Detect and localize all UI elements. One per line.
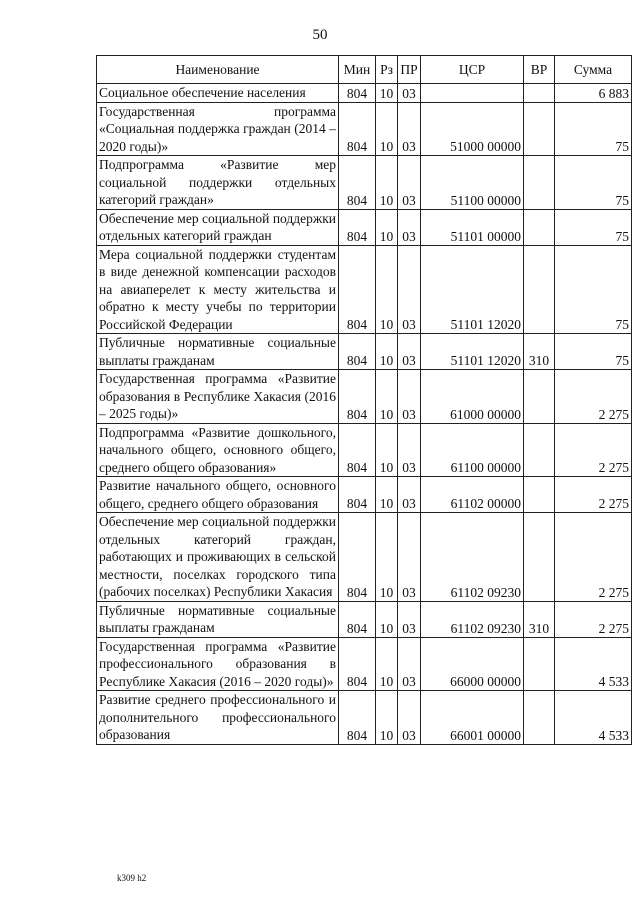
cell-vr [524, 156, 555, 210]
cell-name: Социальное обеспечение населения [97, 84, 339, 103]
cell-name: Мера социальной поддержки студентам в виде денежной компенсации расходов на авиаперелет к месту жительства и обратно к месту учебы по территории Российской Федерации [97, 245, 339, 334]
table-row [97, 245, 632, 334]
cell-csr: 51100 00000 [421, 156, 524, 210]
cell-sum: 6 883 [555, 84, 632, 103]
cell-pr: 03 [398, 245, 421, 334]
cell-vr [524, 691, 555, 745]
cell-pr: 03 [398, 601, 421, 637]
table-row [97, 370, 632, 424]
cell-sum: 75 [555, 245, 632, 334]
column-header-sum: Сумма [555, 56, 632, 84]
cell-rz: 10 [376, 370, 398, 424]
cell-rz: 10 [376, 513, 398, 602]
cell-sum: 2 275 [555, 601, 632, 637]
cell-pr: 03 [398, 156, 421, 210]
cell-min: 804 [339, 637, 376, 691]
cell-name: Подпрограмма «Развитие дошкольного, начального общего, основного общего, среднего общего образования» [97, 423, 339, 477]
cell-name: Развитие начального общего, основного общего, среднего общего образования [97, 477, 339, 513]
cell-pr: 03 [398, 209, 421, 245]
cell-rz: 10 [376, 601, 398, 637]
cell-min: 804 [339, 84, 376, 103]
cell-name: Обеспечение мер социальной поддержки отдельных категорий граждан [97, 209, 339, 245]
cell-rz: 10 [376, 102, 398, 156]
cell-sum: 2 275 [555, 513, 632, 602]
cell-pr: 03 [398, 334, 421, 370]
cell-name: Государственная программа «Социальная поддержка граждан (2014 – 2020 годы)» [97, 102, 339, 156]
cell-rz: 10 [376, 209, 398, 245]
cell-name: Развитие среднего профессионального и дополнительного профессионального образования [97, 691, 339, 745]
cell-pr: 03 [398, 102, 421, 156]
table-row [97, 477, 632, 513]
cell-sum: 75 [555, 209, 632, 245]
cell-rz: 10 [376, 477, 398, 513]
footer-code: k309 h2 [117, 873, 147, 883]
column-header-min: Мин [339, 56, 376, 84]
cell-rz: 10 [376, 156, 398, 210]
cell-rz: 10 [376, 637, 398, 691]
table-row [97, 691, 632, 745]
cell-name: Публичные нормативные социальные выплаты гражданам [97, 334, 339, 370]
cell-csr: 61000 00000 [421, 370, 524, 424]
cell-csr: 51101 12020 [421, 334, 524, 370]
cell-min: 804 [339, 334, 376, 370]
cell-min: 804 [339, 102, 376, 156]
column-header-rz: Рз [376, 56, 398, 84]
budget-table [96, 55, 632, 745]
cell-pr: 03 [398, 513, 421, 602]
cell-name: Государственная программа «Развитие образования в Республике Хакасия (2016 – 2025 годы)» [97, 370, 339, 424]
cell-csr: 66000 00000 [421, 637, 524, 691]
cell-name: Обеспечение мер социальной поддержки отдельных категорий граждан, работающих и проживающих в сельской местности, поселках городского типа (рабочих поселках) Республики Хакасия [97, 513, 339, 602]
cell-rz: 10 [376, 84, 398, 103]
cell-csr: 51101 12020 [421, 245, 524, 334]
cell-pr: 03 [398, 477, 421, 513]
cell-sum: 75 [555, 334, 632, 370]
table-row [97, 513, 632, 602]
cell-min: 804 [339, 691, 376, 745]
cell-csr: 61102 09230 [421, 601, 524, 637]
table-row [97, 84, 632, 103]
cell-sum: 2 275 [555, 423, 632, 477]
cell-rz: 10 [376, 423, 398, 477]
table-row [97, 102, 632, 156]
cell-min: 804 [339, 513, 376, 602]
cell-name: Публичные нормативные социальные выплаты гражданам [97, 601, 339, 637]
cell-rz: 10 [376, 334, 398, 370]
cell-vr [524, 245, 555, 334]
cell-sum: 2 275 [555, 477, 632, 513]
table-row [97, 156, 632, 210]
cell-sum: 2 275 [555, 370, 632, 424]
cell-pr: 03 [398, 423, 421, 477]
table-row [97, 601, 632, 637]
cell-sum: 75 [555, 102, 632, 156]
cell-min: 804 [339, 601, 376, 637]
cell-vr: 310 [524, 601, 555, 637]
cell-csr: 61102 09230 [421, 513, 524, 602]
cell-vr: 310 [524, 334, 555, 370]
cell-vr [524, 477, 555, 513]
cell-pr: 03 [398, 370, 421, 424]
cell-sum: 4 533 [555, 637, 632, 691]
table-row [97, 334, 632, 370]
table-row [97, 209, 632, 245]
cell-csr: 61100 00000 [421, 423, 524, 477]
cell-vr [524, 370, 555, 424]
table-row [97, 423, 632, 477]
cell-name: Подпрограмма «Развитие мер социальной поддержки отдельных категорий граждан» [97, 156, 339, 210]
cell-csr: 66001 00000 [421, 691, 524, 745]
cell-rz: 10 [376, 245, 398, 334]
column-header-pr: ПР [398, 56, 421, 84]
cell-min: 804 [339, 209, 376, 245]
cell-name: Государственная программа «Развитие профессионального образования в Республике Хакасия (2016 – 2020 годы)» [97, 637, 339, 691]
table-header-row [97, 56, 632, 84]
cell-csr [421, 84, 524, 103]
cell-vr [524, 209, 555, 245]
cell-csr: 61102 00000 [421, 477, 524, 513]
cell-sum: 75 [555, 156, 632, 210]
cell-vr [524, 84, 555, 103]
cell-sum: 4 533 [555, 691, 632, 745]
cell-min: 804 [339, 245, 376, 334]
table-row [97, 637, 632, 691]
cell-min: 804 [339, 477, 376, 513]
cell-vr [524, 513, 555, 602]
cell-vr [524, 637, 555, 691]
column-header-csr: ЦСР [421, 56, 524, 84]
column-header-name: Наименование [97, 56, 339, 84]
cell-pr: 03 [398, 84, 421, 103]
cell-pr: 03 [398, 637, 421, 691]
cell-min: 804 [339, 156, 376, 210]
cell-vr [524, 423, 555, 477]
column-header-vr: ВР [524, 56, 555, 84]
cell-vr [524, 102, 555, 156]
cell-pr: 03 [398, 691, 421, 745]
cell-csr: 51101 00000 [421, 209, 524, 245]
cell-min: 804 [339, 423, 376, 477]
cell-csr: 51000 00000 [421, 102, 524, 156]
cell-min: 804 [339, 370, 376, 424]
cell-rz: 10 [376, 691, 398, 745]
page-number: 50 [312, 27, 328, 43]
